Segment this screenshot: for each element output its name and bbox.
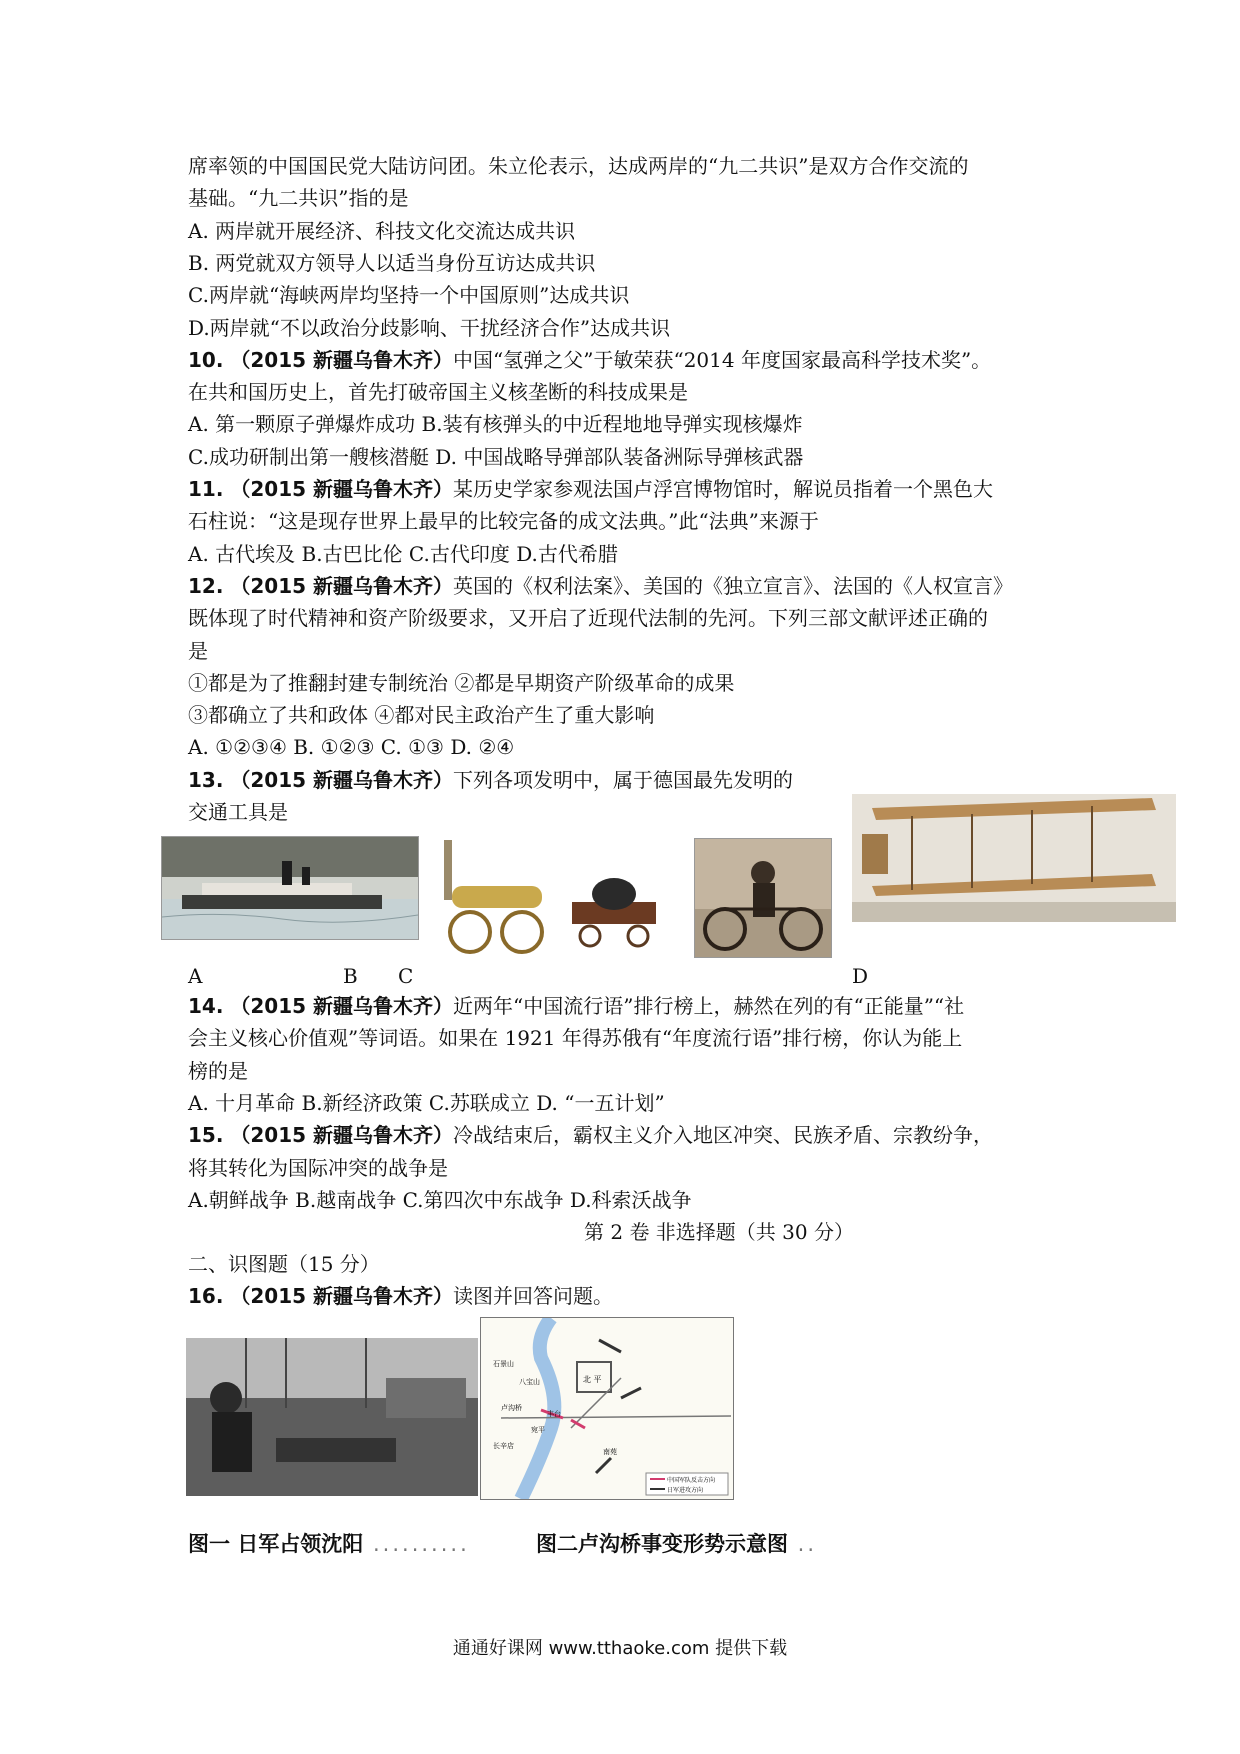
text-line xyxy=(188,316,670,340)
line-text: ③都确立了共和政体 ④都对民主政治产生了重大影响 xyxy=(188,703,655,728)
line-text: 冷战结束后，霸权主义介入地区冲突、民族矛盾、宗教纷争， xyxy=(453,1123,994,1148)
text-line xyxy=(188,1091,665,1115)
question-line xyxy=(188,477,993,501)
text-line xyxy=(188,639,208,663)
map-label-fengtai: 丰台 xyxy=(547,1410,561,1418)
text-line xyxy=(188,154,968,178)
map-legend-japan: 日军进攻方向 xyxy=(667,1487,704,1494)
question-line xyxy=(188,574,1013,598)
line-text: 既体现了时代精神和资产阶级要求，又开启了近现代法制的先河。下列三部文献评述正确的 xyxy=(188,606,988,631)
question-number: 14. （2015 新疆乌鲁木齐） xyxy=(188,994,454,1018)
map-label-changxindian: 长辛店 xyxy=(493,1442,514,1450)
text-line xyxy=(188,542,618,566)
picture-label-c: C xyxy=(398,964,414,988)
picture-label-b: B xyxy=(343,964,358,988)
lugouqiao-map xyxy=(480,1317,734,1500)
text-line xyxy=(188,380,688,404)
question-number: 12. （2015 新疆乌鲁木齐） xyxy=(188,573,454,598)
line-text: 交通工具是 xyxy=(188,800,288,824)
map-label-babaoshan: 八宝山 xyxy=(519,1378,540,1386)
text-line xyxy=(188,186,408,210)
section-2-heading: 二、识图题（15 分） xyxy=(188,1252,380,1276)
steamboat-image xyxy=(161,836,419,940)
line-text: B. 两党就双方领导人以适当身份互访达成共识 xyxy=(188,250,596,275)
line-text: A. 古代埃及 B.古巴比伦 C.古代印度 D.古代希腊 xyxy=(188,541,618,566)
text-line xyxy=(188,412,803,436)
text-line xyxy=(188,445,803,469)
question-line xyxy=(188,994,964,1018)
figure-1-caption: 图一 日军占领沈阳 .......... xyxy=(188,1532,470,1556)
line-text: ①都是为了推翻封建专制统治 ②都是早期资产阶级革命的成果 xyxy=(188,670,735,695)
text-line xyxy=(188,1156,448,1180)
line-text: 席率领的中国国民党大陆访问团。朱立伦表示，达成两岸的“九二共识”是双方合作交流的 xyxy=(188,154,969,178)
line-text: A. 两岸就开展经济、科技文化交流达成共识 xyxy=(188,218,576,243)
line-text: 是 xyxy=(188,638,208,663)
map-label-beiping: 北 平 xyxy=(583,1375,602,1384)
question-number: 11. （2015 新疆乌鲁木齐） xyxy=(188,477,454,501)
line-text: A. ①②③④ B. ①②③ C. ①③ D. ②④ xyxy=(188,735,515,760)
text-line xyxy=(188,509,819,533)
line-text: C.成功研制出第一艘核潜艇 D. 中国战略导弹部队装备洲际导弹核武器 xyxy=(188,444,804,469)
picture-label-d: D xyxy=(852,964,869,988)
question-number: 10. （2015 新疆乌鲁木齐） xyxy=(188,347,454,372)
question-line xyxy=(188,768,793,792)
map-label-shijingshan: 石景山 xyxy=(493,1360,514,1368)
early-automobile-image xyxy=(694,838,832,958)
question-number: 13. （2015 新疆乌鲁木齐） xyxy=(188,767,454,792)
text-line xyxy=(188,703,654,727)
text-line xyxy=(188,1026,962,1050)
figure-2-caption: 图二卢沟桥事变形势示意图 .. xyxy=(536,1532,818,1556)
line-text: 中国“氢弹之父”于敏荣获“2014 年度国家最高科学技术奖”。 xyxy=(453,347,992,372)
line-text: C.两岸就“海峡两岸均坚持一个中国原则”达成共识 xyxy=(188,283,630,308)
line-text: 下列各项发明中，属于德国最先发明的 xyxy=(453,767,794,792)
line-text: 石柱说：“这是现存世界上最早的比较完备的成文法典。”此“法典”来源于 xyxy=(188,509,819,534)
line-text: 将其转化为国际冲突的战争是 xyxy=(188,1155,448,1180)
text-line xyxy=(188,800,288,824)
line-text: 基础。“九二共识”指的是 xyxy=(188,186,409,211)
line-text: 会主义核心价值观”等词语。如果在 1921 年得苏俄有“年度流行语”排行榜，你认为能上 xyxy=(188,1026,963,1051)
question-text: 读图并回答问题。 xyxy=(453,1284,614,1308)
airplane-image xyxy=(852,794,1176,922)
text-line xyxy=(188,606,988,630)
footer-source: 通通好课网 www.tthaoke.com 提供下载 xyxy=(452,1638,788,1659)
line-text: A. 十月革命 B.新经济政策 C.苏联成立 D. “一五计划” xyxy=(188,1090,665,1115)
text-line xyxy=(188,671,734,695)
steam-locomotive-image xyxy=(432,836,668,956)
figure-2-caption-text: 图二卢沟桥事变形势示意图 xyxy=(536,1532,788,1556)
line-text: A.朝鲜战争 B.越南战争 C.第四次中东战争 D.科索沃战争 xyxy=(188,1187,692,1212)
line-text: 榜的是 xyxy=(188,1058,248,1083)
text-line xyxy=(188,1188,692,1212)
line-text: 近两年“中国流行语”排行榜上，赫然在列的有“正能量”“社 xyxy=(453,994,965,1018)
shenyang-occupation-photo xyxy=(186,1338,478,1496)
text-line xyxy=(188,735,514,759)
text-line xyxy=(188,283,629,307)
volume-2-heading: 第 2 卷 非选择题（共 30 分） xyxy=(584,1220,854,1244)
text-line xyxy=(188,1059,248,1083)
picture-label-a: A xyxy=(188,964,203,988)
question-number: 15. （2015 新疆乌鲁木齐） xyxy=(188,1123,454,1148)
map-legend-china: 中国军队反击方向 xyxy=(667,1477,716,1484)
text-line xyxy=(188,251,595,275)
text-line xyxy=(188,219,575,243)
question-16 xyxy=(188,1284,613,1308)
map-label-wanping: 宛平 xyxy=(531,1426,545,1434)
question-line xyxy=(188,1123,993,1147)
line-text: A. 第一颗原子弹爆炸成功 B.装有核弹头的中近程地地导弹实现核爆炸 xyxy=(188,412,803,437)
line-text: 在共和国历史上，首先打破帝国主义核垄断的科技成果是 xyxy=(188,380,688,405)
line-text: 英国的《权利法案》、美国的《独立宣言》、法国的《人权宣言》 xyxy=(453,573,1014,598)
map-label-lugouqiao: 卢沟桥 xyxy=(501,1404,522,1412)
map-label-nanyuan: 南苑 xyxy=(603,1448,617,1456)
figure-1-caption-text: 图一 日军占领沈阳 xyxy=(188,1532,364,1556)
line-text: D.两岸就“不以政治分歧影响、干扰经济合作”达成共识 xyxy=(188,315,671,340)
line-text: 某历史学家参观法国卢浮宫博物馆时，解说员指着一个黑色大 xyxy=(453,477,994,501)
question-line xyxy=(188,348,991,372)
question-number: 16. （2015 新疆乌鲁木齐） xyxy=(188,1284,454,1308)
